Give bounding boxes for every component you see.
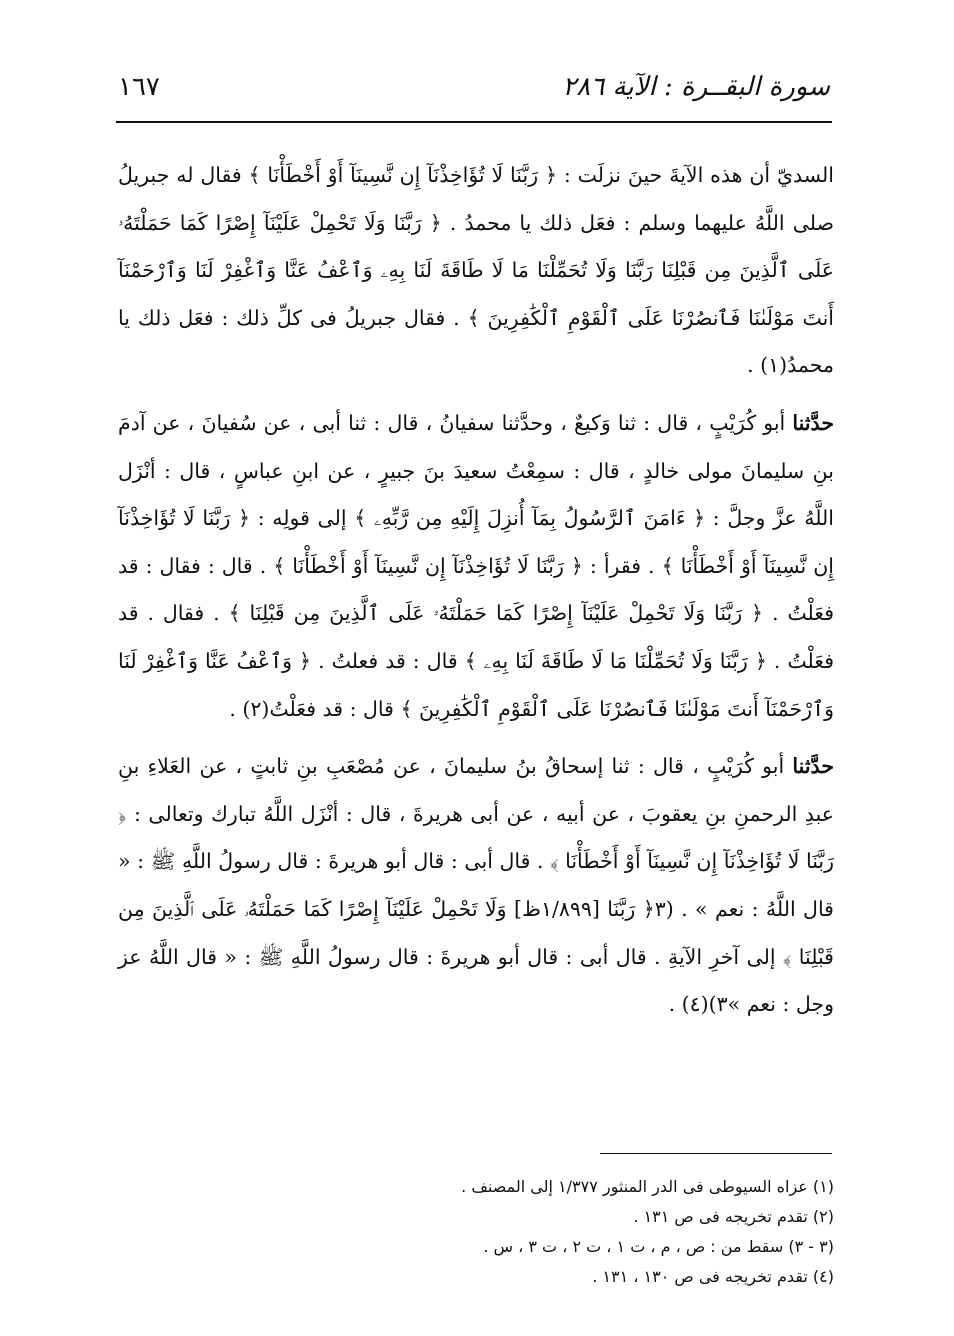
- footnote: (٣ - ٣) سقط من : ص ، م ، ت ١ ، ت ٢ ، ت ٣ ، س .: [483, 1237, 834, 1256]
- footnote-separator: [600, 1153, 832, 1154]
- page-header: [118, 72, 830, 112]
- footnote: (٤) تقدم تخريجه فى ص ١٣٠ ، ١٣١ .: [592, 1267, 834, 1286]
- footnotes: [118, 1172, 834, 1292]
- header-rule: [116, 121, 832, 123]
- paragraph: [118, 400, 834, 733]
- running-title: سورة البقــرة : الآية ٢٨٦: [562, 72, 830, 102]
- narration-lead: حدَّثنا: [792, 754, 834, 779]
- main-text: [118, 152, 834, 1029]
- page-number: ١٦٧: [118, 72, 160, 102]
- narration-lead: حدَّثنا: [792, 410, 834, 435]
- footnote: (٢) تقدم تخريجه فى ص ١٣١ .: [633, 1207, 834, 1226]
- paragraph-text: أبو كُرَيْبٍ ، قال : ثنا وَكيعٌ ، وحدَّثنا سفيانُ ، قال : ثنا أبى ، عن سُفيانَ ، عن آدمَ بنِ سليمانَ مولى خالدٍ ، قال : سمِعْتُ سعيدَ بنَ جبيرٍ ، عن ابنِ عباسٍ ، قال : أنْزَل اللَّهُ عزَّ وجلَّ : ﴿ ءَامَنَ ٱلرَّسُولُ بِمَآ أُنزِلَ إِلَيْهِ مِن رَّبِّهِۦ ﴾ إلى قولِه : ﴿ رَبَّنَا لَا تُؤَاخِذْنَآ إِن نَّسِينَآ أَوْ أَخْطَأْنَا ﴾ . فقرأ : ﴿ رَبَّنَا لَا تُؤَاخِذْنَآ إِن نَّسِينَآ أَوْ أَخْطَأْنَا ﴾ . قال : فقال : قد فعَلْتُ . ﴿ رَبَّنَا وَلَا تَحْمِلْ عَلَيْنَآ إِصْرًا كَمَا حَمَلْتَهُۥ عَلَى ٱلَّذِينَ مِن قَبْلِنَا ﴾ . فقال . قد فعَلْتُ . ﴿ رَبَّنَا وَلَا تُحَمِّلْنَا مَا لَا طَاقَةَ لَنَا بِهِۦ ﴾ قال : قد فعلتُ . ﴿ وَٱعْفُ عَنَّا وَٱغْفِرْ لَنَا وَٱرْحَمْنَآ أَنتَ مَوْلَىٰنَا فَٱنصُرْنَا عَلَى ٱلْقَوْمِ ٱلْكَٰفِرِينَ ﴾ قال : قد فعَلْتُ(٢) .: [118, 410, 834, 721]
- paragraph-text: السديّ أن هذه الآيةَ حينَ نزلَت : ﴿ رَبَّنَا لَا تُؤَاخِذْنَآ إِن نَّسِينَآ أَوْ أَخْطَأْنَا ﴾ فقال له جبريلُ صلى اللَّهُ عليهما وسلم : فعَل ذلك يا محمدُ . ﴿ رَبَّنَا وَلَا تَحْمِلْ عَلَيْنَآ إِصْرًا كَمَا حَمَلْتَهُۥ عَلَى ٱلَّذِينَ مِن قَبْلِنَا رَبَّنَا وَلَا تُحَمِّلْنَا مَا لَا طَاقَةَ لَنَا بِهِۦ وَٱعْفُ عَنَّا وَٱغْفِرْ لَنَا وَٱرْحَمْنَآ أَنتَ مَوْلَىٰنَا فَٱنصُرْنَا عَلَى ٱلْقَوْمِ ٱلْكَٰفِرِينَ ﴾ . فقال جبريلُ فى كلِّ ذلك : فعَل ذلك يا محمدُ(١) .: [118, 163, 834, 378]
- footnote: (١) عزاه السيوطى فى الدر المنثور ١/٣٧٧ إلى المصنف .: [461, 1177, 834, 1196]
- paragraph-text: أبو كُرَيْبٍ ، قال : ثنا إسحاقُ بنُ سليمانَ ، عن مُصْعَبِ بنِ ثابتٍ ، عن العَلاءِ بنِ عبدِ الرحمنِ بنِ يعقوبَ ، عن أبيه ، عن أبى هريرةَ ، قال : أنْزَل اللَّهُ تبارك وتعالى : ﴿ رَبَّنَا لَا تُؤَاخِذْنَآ إِن نَّسِينَآ أَوْ أَخْطَأْنَا ﴾ . قال أبى : قال أبو هريرةَ : قال رسولُ اللَّهِ ﷺ : « قال اللَّهُ : نعم » . (٣﴿ رَبَّنَا [١/٨٩٩ظ] وَلَا تَحْمِلْ عَلَيْنَآ إِصْرًا كَمَا حَمَلْتَهُۥ عَلَى ٱلَّذِينَ مِن قَبْلِنَا ﴾ إلى آخرِ الآيةِ . قال أبى : قال أبو هريرةَ : قال رسولُ اللَّهِ ﷺ : « قال اللَّهُ عز وجل : نعم »٣)(٤) .: [118, 754, 834, 1017]
- paragraph: [118, 152, 834, 390]
- paragraph: [118, 743, 834, 1029]
